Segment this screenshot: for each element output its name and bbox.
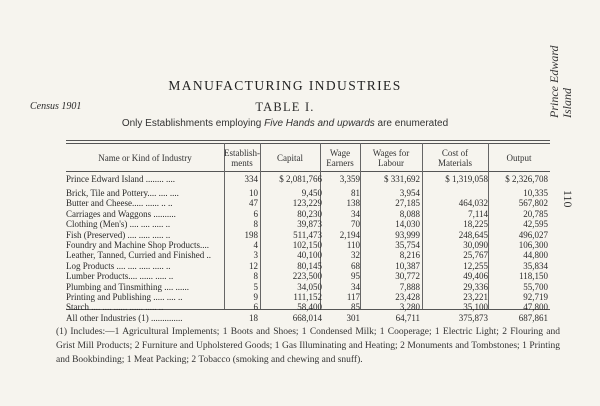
industry-name-cell: Leather, Tanned, Curried and Finished .. bbox=[66, 250, 212, 261]
value-cell: 7,888 bbox=[399, 281, 420, 292]
value-cell: 511,473 bbox=[293, 229, 322, 240]
value-cell: 39,873 bbox=[297, 219, 322, 230]
industry-name-cell: Fish (Preserved) .... ..... ..... .. bbox=[66, 229, 171, 240]
table-row bbox=[66, 261, 550, 271]
industry-name-cell: Foundry and Machine Shop Products.... bbox=[66, 239, 209, 250]
industry-name-cell: Plumbing and Tinsmithing .... ...... bbox=[66, 281, 190, 292]
table-row bbox=[66, 302, 550, 312]
value-cell: 23,428 bbox=[395, 291, 420, 302]
value-cell: 223,500 bbox=[292, 271, 322, 282]
value-cell: 85 bbox=[351, 302, 360, 313]
value-cell: 8,088 bbox=[399, 208, 420, 219]
side-title-line1: Prince Edward bbox=[547, 45, 561, 118]
header-wage-earners: Wage Earners bbox=[326, 148, 354, 168]
value-cell: 106,300 bbox=[518, 239, 548, 250]
value-cell: 3 bbox=[253, 250, 258, 261]
value-cell: 123,229 bbox=[292, 198, 322, 209]
value-cell: 47,800 bbox=[523, 302, 548, 313]
table-header-rule bbox=[66, 171, 550, 172]
value-cell: 248,645 bbox=[458, 229, 488, 240]
header-output: Output bbox=[506, 153, 532, 163]
value-cell: 20,785 bbox=[523, 208, 548, 219]
table-top-rule-inner bbox=[66, 143, 550, 144]
header-establishments: Establish- ments bbox=[224, 148, 260, 168]
table-row bbox=[66, 174, 550, 188]
value-cell: 12,255 bbox=[463, 260, 488, 271]
table-label: TABLE I. bbox=[255, 100, 315, 114]
value-cell: 496,027 bbox=[518, 229, 548, 240]
value-cell: 30,772 bbox=[395, 271, 420, 282]
value-cell: $ 2,326,708 bbox=[505, 174, 548, 184]
value-cell: 35,100 bbox=[463, 302, 488, 313]
value-cell: 27,185 bbox=[395, 198, 420, 209]
value-cell: 118,150 bbox=[519, 271, 548, 282]
value-cell: 111,152 bbox=[293, 291, 322, 302]
value-cell: 3,359 bbox=[339, 174, 360, 184]
table-row bbox=[66, 198, 550, 208]
industry-name-cell: Butter and Cheese..... ...... .. .. bbox=[66, 198, 173, 209]
table-row bbox=[66, 219, 550, 229]
value-cell: 110 bbox=[346, 239, 360, 250]
value-cell: 23,221 bbox=[463, 291, 488, 302]
industry-name-cell: All other Industries (1) .............. bbox=[66, 312, 183, 323]
value-cell: 6 bbox=[253, 302, 258, 313]
value-cell: 14,030 bbox=[395, 219, 420, 230]
value-cell: 10,335 bbox=[523, 188, 548, 198]
value-cell: 138 bbox=[346, 198, 360, 209]
value-cell: 5 bbox=[253, 281, 258, 292]
value-cell: $ 331,692 bbox=[384, 174, 420, 184]
page-title: MANUFACTURING INDUSTRIES bbox=[168, 78, 402, 93]
value-cell: 44,800 bbox=[523, 250, 548, 261]
value-cell: 687,861 bbox=[518, 312, 548, 323]
value-cell: $ 1,319,058 bbox=[445, 174, 488, 184]
value-cell: 64,711 bbox=[395, 312, 420, 323]
value-cell: 18 bbox=[249, 312, 258, 323]
industries-table bbox=[66, 140, 550, 323]
value-cell: 8 bbox=[253, 271, 258, 282]
header-materials: Cost of Materials bbox=[438, 148, 472, 168]
table-body bbox=[66, 174, 550, 323]
table-row bbox=[66, 240, 550, 250]
table-subtitle: Only Establishments employing Five Hands and upwards are enumerated bbox=[121, 118, 449, 129]
value-cell: 464,032 bbox=[458, 198, 488, 209]
value-cell: 6 bbox=[253, 208, 258, 219]
value-cell: 301 bbox=[346, 312, 360, 323]
header-wages: Wages for Labour bbox=[372, 148, 410, 168]
industry-name-cell: Brick, Tile and Pottery.... .... .... bbox=[66, 188, 179, 198]
value-cell: 9 bbox=[253, 291, 258, 302]
value-cell: 198 bbox=[244, 229, 258, 240]
value-cell: 35,754 bbox=[395, 239, 420, 250]
industry-name-cell: Clothing (Men's) .... .... ..... .. bbox=[66, 219, 171, 230]
value-cell: 29,336 bbox=[463, 281, 488, 292]
value-cell: 93,999 bbox=[395, 229, 420, 240]
value-cell: 10 bbox=[249, 188, 258, 198]
value-cell: 375,873 bbox=[458, 312, 488, 323]
header-industry: Name or Kind of Industry bbox=[98, 153, 192, 163]
census-label: Census 1901 bbox=[30, 101, 82, 112]
value-cell: 92,719 bbox=[523, 291, 548, 302]
table-top-rule bbox=[66, 140, 550, 141]
table-row bbox=[66, 313, 550, 323]
table-row bbox=[66, 271, 550, 281]
industry-name-cell: Starch .... .... ...... ...... ..... .. bbox=[66, 302, 164, 313]
value-cell: 95 bbox=[351, 271, 360, 282]
value-cell: 7,114 bbox=[468, 208, 488, 219]
value-cell: 4 bbox=[253, 239, 258, 250]
value-cell: 102,150 bbox=[292, 239, 322, 250]
table-row bbox=[66, 230, 550, 240]
value-cell: 49,406 bbox=[463, 271, 488, 282]
value-cell: 42,595 bbox=[523, 219, 548, 230]
table-row bbox=[66, 188, 550, 198]
industry-name-cell: Carriages and Waggons .......... bbox=[66, 208, 176, 219]
side-title-line2: Island bbox=[560, 88, 574, 118]
value-cell: 2,194 bbox=[339, 229, 360, 240]
header-capital: Capital bbox=[277, 153, 303, 163]
table-row bbox=[66, 209, 550, 219]
industry-name-cell: Lumber Products.... ...... ..... .. bbox=[66, 271, 174, 282]
value-cell: 3,280 bbox=[399, 302, 420, 313]
value-cell: 18,225 bbox=[463, 219, 488, 230]
value-cell: 25,767 bbox=[463, 250, 488, 261]
table-row bbox=[66, 282, 550, 292]
value-cell: 47 bbox=[249, 198, 258, 209]
page-number: 110 bbox=[561, 190, 575, 208]
value-cell: 34,050 bbox=[297, 281, 322, 292]
value-cell: 8,216 bbox=[399, 250, 420, 261]
value-cell: 70 bbox=[351, 219, 360, 230]
value-cell: 117 bbox=[346, 291, 360, 302]
value-cell: 80,145 bbox=[297, 260, 322, 271]
value-cell: 55,700 bbox=[523, 281, 548, 292]
value-cell: 30,090 bbox=[463, 239, 488, 250]
value-cell: 34 bbox=[351, 281, 360, 292]
value-cell: 9,450 bbox=[301, 188, 322, 198]
value-cell: 3,954 bbox=[399, 188, 420, 198]
value-cell: 12 bbox=[249, 260, 258, 271]
industry-name-cell: Log Products .... .... ..... ..... .. bbox=[66, 260, 171, 271]
value-cell: 567,802 bbox=[518, 198, 548, 209]
footnote-text: (1) Includes:—1 Agricultural Implements; 1 Boots and Shoes; 1 Condensed Milk; 1 Cooperage; 1 Electric Light; 2 Flouring and Grist Mill Products; 2 Furniture and Upholstered Goods; 1 Gas Illuminating and Heating; 2 Monuments and Tombstones; 1 Printing and Bookbinding; 1 Meat Packing; 2 Tobacco (smoking and chewing and snuff). bbox=[56, 327, 560, 365]
table-row bbox=[66, 250, 550, 260]
table-row bbox=[66, 292, 550, 302]
value-cell: 40,100 bbox=[297, 250, 322, 261]
value-cell: 80,230 bbox=[297, 208, 322, 219]
value-cell: 58,400 bbox=[297, 302, 322, 313]
value-cell: 8 bbox=[253, 219, 258, 230]
industry-name-cell: Printing and Publishing ..... .... .. bbox=[66, 291, 183, 302]
value-cell: 10,387 bbox=[395, 260, 420, 271]
value-cell: 81 bbox=[351, 188, 360, 198]
value-cell: 334 bbox=[244, 174, 258, 184]
value-cell: 32 bbox=[351, 250, 360, 261]
footnote bbox=[40, 325, 560, 367]
value-cell: 68 bbox=[351, 260, 360, 271]
industry-name-cell: Prince Edward Island ........ .... bbox=[66, 174, 175, 184]
value-cell: $ 2,081,766 bbox=[279, 174, 322, 184]
value-cell: 35,834 bbox=[523, 260, 548, 271]
value-cell: 34 bbox=[351, 208, 360, 219]
value-cell: 668,014 bbox=[292, 312, 322, 323]
